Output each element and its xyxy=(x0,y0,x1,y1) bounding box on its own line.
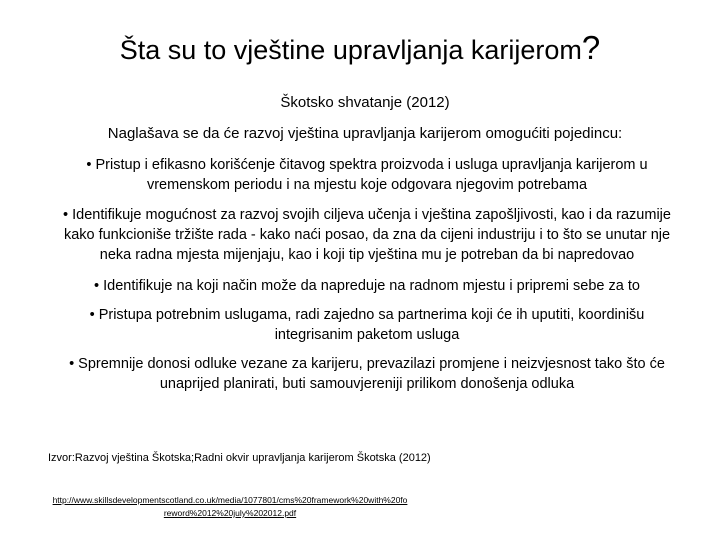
bullet-item: • Pristup i efikasno korišćenje čitavog spektra proizvoda i usluga upravljanja karijerom u vremenskom periodu i na mjestu koje odgovara njegovim potrebama xyxy=(86,157,648,193)
bullet-item: • Identifikuje mogućnost za razvoj svojih ciljeva učenja i vještina zapošljivosti, kao i da razumije kako funkcioniše tržište rada - kako naći posao, da zna da cijeni industriju i to što se unutar nje neka radna mjesta mijenjaju, kao i koji tip vještina mu je potreban da bi napredovao xyxy=(63,207,671,263)
slide-title-question-mark: ? xyxy=(581,29,601,66)
slide-subtitle: Škotsko shvatanje (2012) xyxy=(280,94,450,111)
bullet-item: • Identifikuje na koji način može da napreduje na radnom mjestu i pripremi sebe za to xyxy=(94,278,640,294)
intro-text: Naglašava se da će razvoj vještina upravljanja karijerom omogućiti pojedincu: xyxy=(107,125,623,142)
source-link-line-1[interactable]: http://www.skillsdevelopmentscotland.co.uk/media/1077801/cms%20framework%20with%20fo xyxy=(52,495,408,505)
bullet-list xyxy=(52,155,682,394)
source-citation: Izvor:Razvoj vještina Škotska;Radni okvir upravljanja karijerom Škotska (2012) xyxy=(48,452,431,464)
slide-title-text: Šta su to vještine upravljanja karijerom xyxy=(119,35,582,65)
slide-title xyxy=(0,30,720,68)
source-link[interactable] xyxy=(10,494,450,520)
source-link-line-2[interactable]: reword%2012%20july%202012.pdf xyxy=(163,508,297,518)
bullet-item: • Spremnije donosi odluke vezane za karijeru, prevazilazi promjene i neizvjesnost tako što će unaprijed planirati, buti samouvjereniji prilikom donošenja odluka xyxy=(69,356,665,392)
bullet-item: • Pristupa potrebnim uslugama, radi zajedno sa partnerima koji će ih uputiti, koordinišu integrisanim paketom usluga xyxy=(89,307,645,343)
